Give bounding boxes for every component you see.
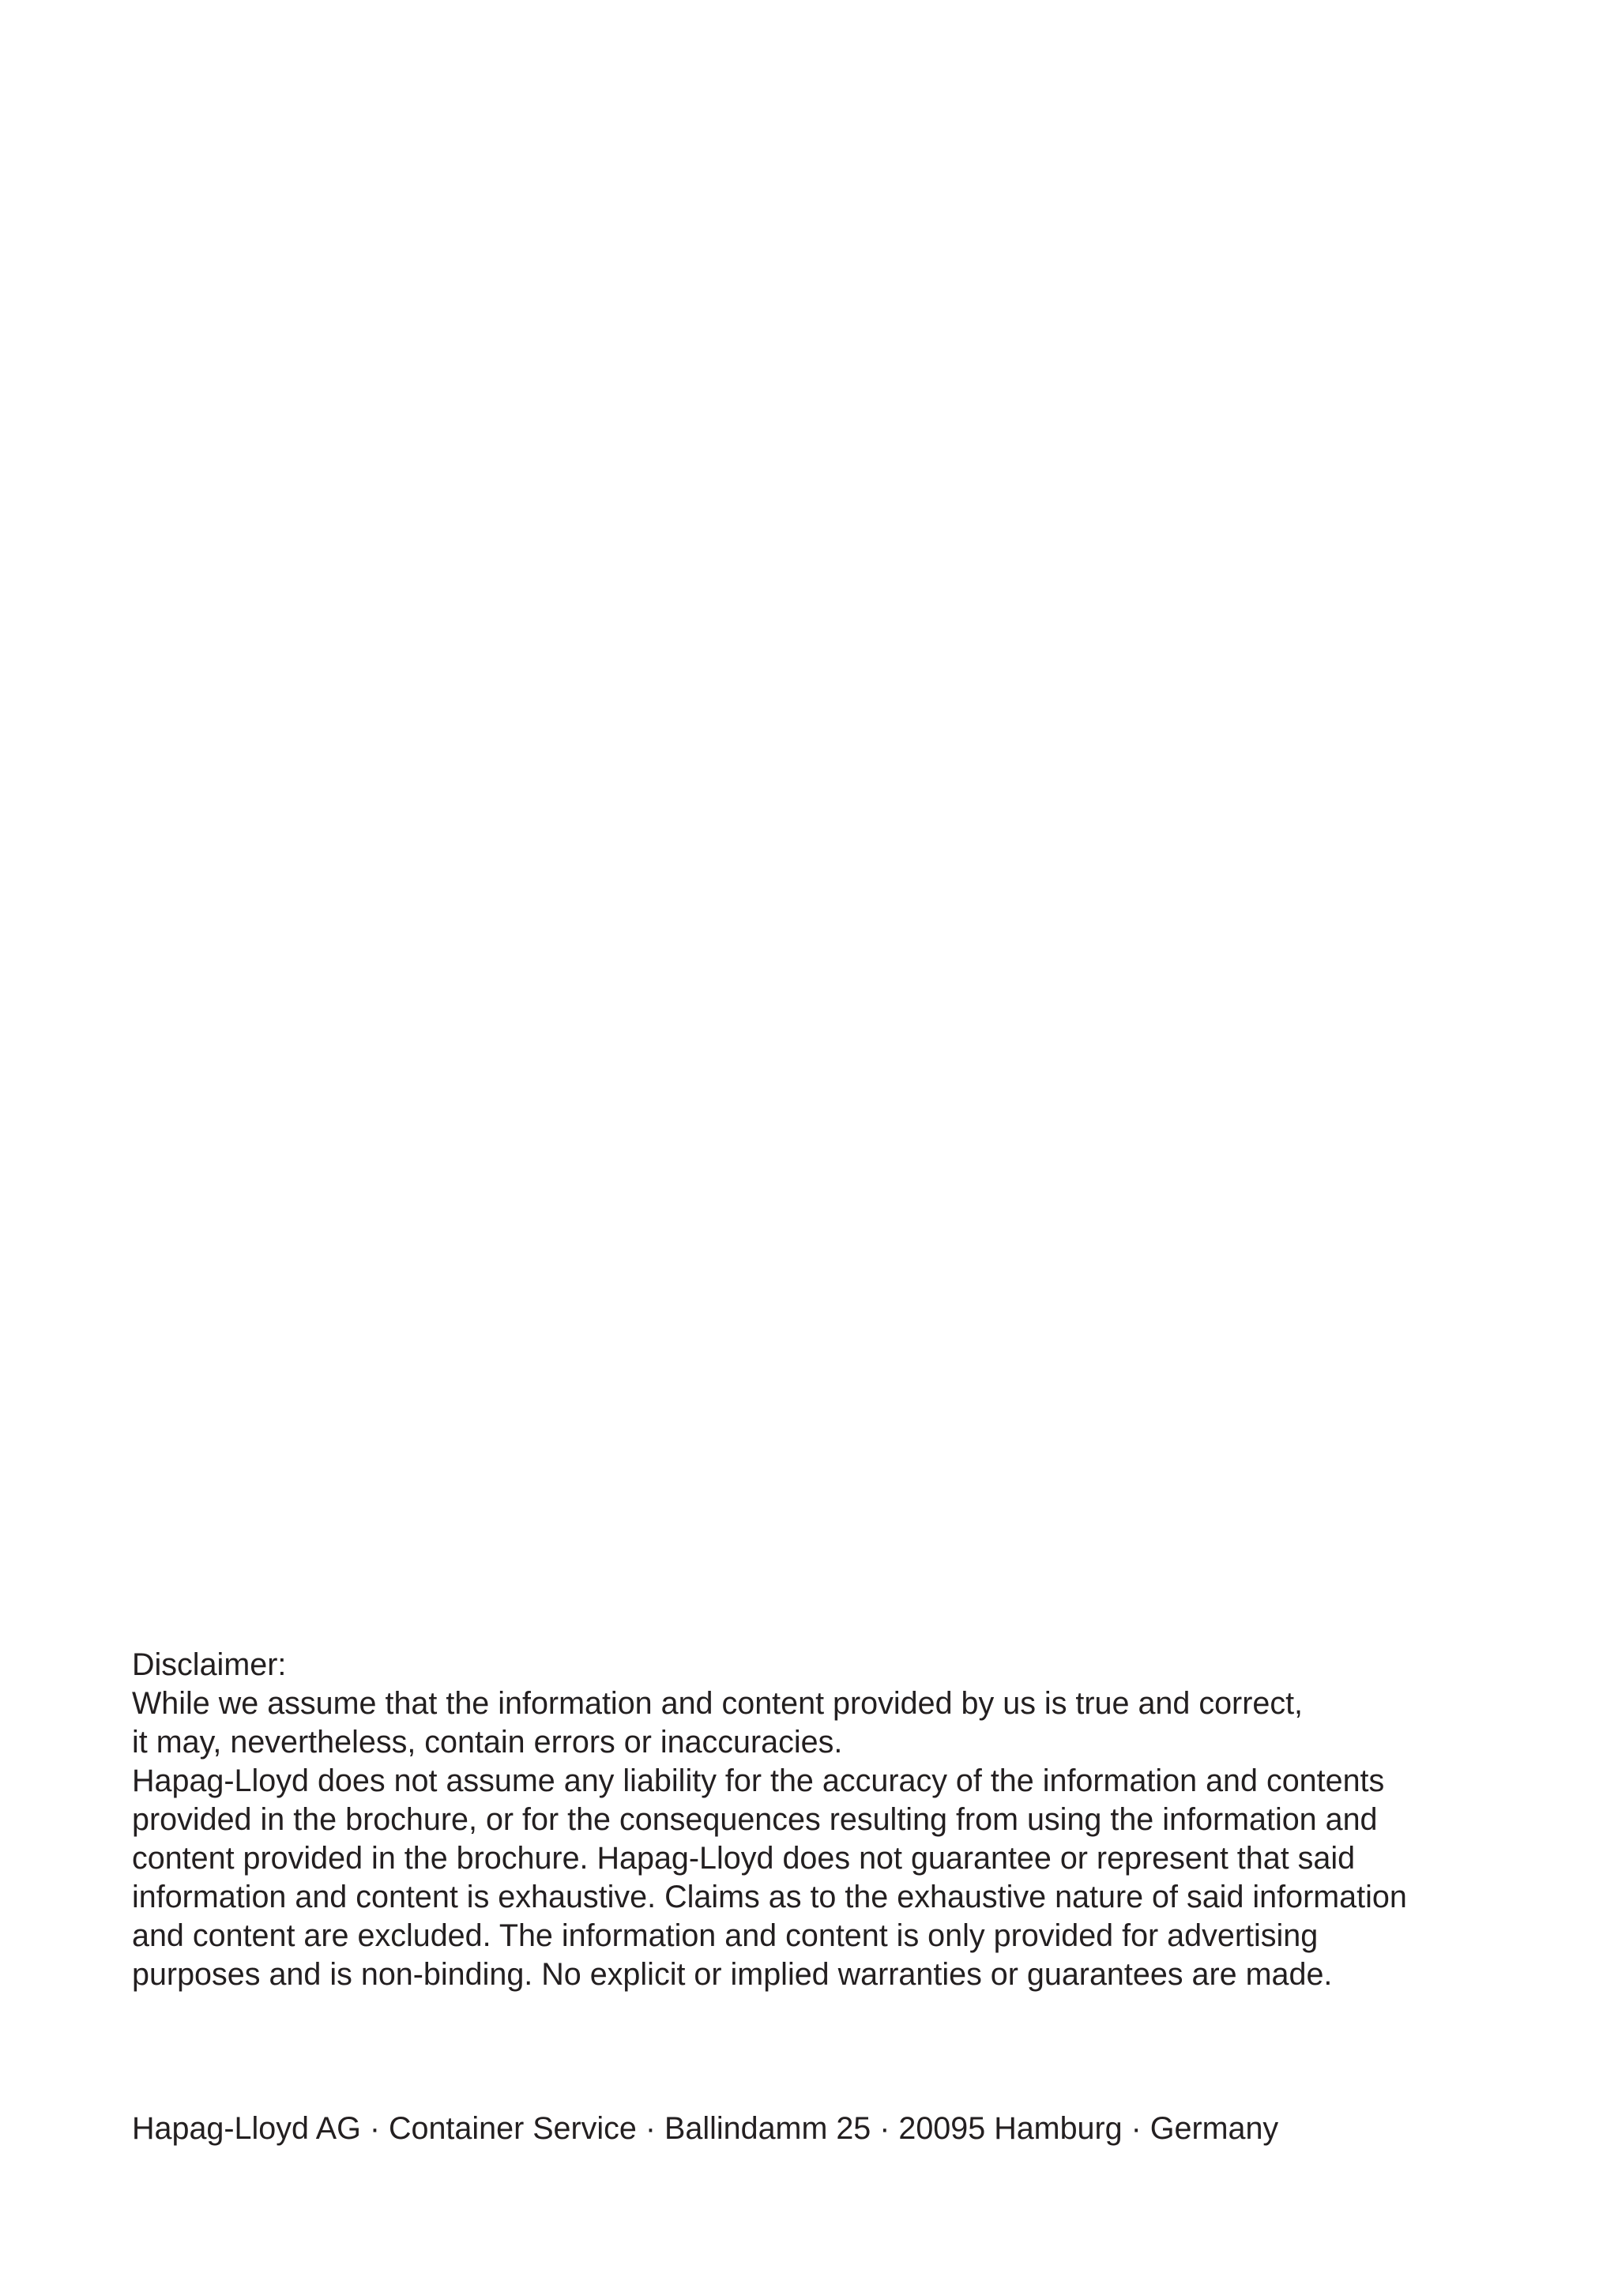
disclaimer-block xyxy=(132,1646,1586,1994)
disclaimer-line: While we assume that the information and content provided by us is true and correct, xyxy=(132,1686,1304,1721)
disclaimer-line: it may, nevertheless, contain errors or inaccuracies. xyxy=(132,1725,843,1760)
disclaimer-line: Hapag-Lloyd does not assume any liability for the accuracy of the information and contents xyxy=(132,1763,1385,1798)
disclaimer-heading: Disclaimer: xyxy=(132,1647,287,1682)
disclaimer-line: information and content is exhaustive. Claims as to the exhaustive nature of said information xyxy=(132,1880,1407,1914)
disclaimer-line: provided in the brochure, or for the consequences resulting from using the information and xyxy=(132,1802,1378,1837)
disclaimer-line: content provided in the brochure. Hapag-Lloyd does not guarantee or represent that said xyxy=(132,1841,1356,1876)
footer-address: Hapag-Lloyd AG · Container Service · Ballindamm 25 · 20095 Hamburg · Germany xyxy=(132,2111,1279,2146)
disclaimer-line: and content are excluded. The information and content is only provided for advertising xyxy=(132,1918,1319,1953)
disclaimer-line: purposes and is non-binding. No explicit or implied warranties or guarantees are made. xyxy=(132,1957,1333,1992)
